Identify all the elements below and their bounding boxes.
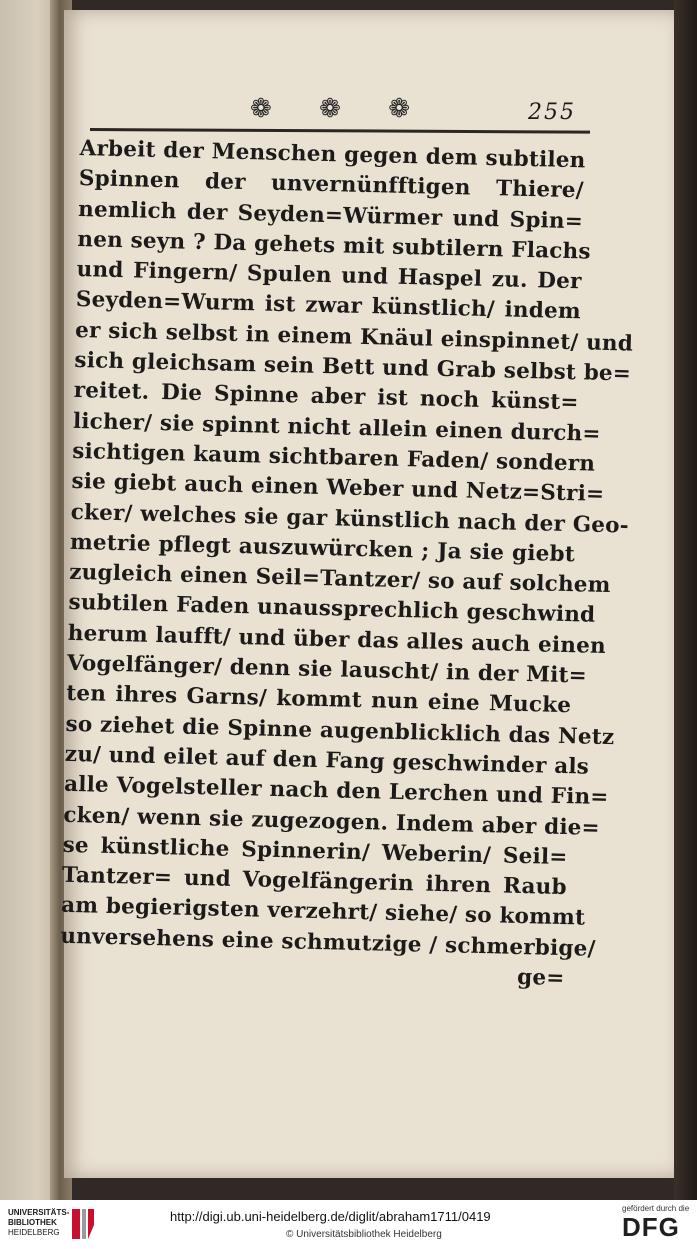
text-line: herum laufft/ und über das alles auch einen	[67, 620, 607, 659]
text-line: Arbeit der Menschen gegen dem subtilen	[79, 135, 586, 174]
logo-line: BIBLIOTHEK	[8, 1218, 57, 1227]
library-mark-icon	[70, 1207, 96, 1241]
text-line: und Fingern/ Spulen und Haspel zu. Der	[76, 257, 582, 295]
text-line: alle Vogelsteller nach den Lerchen und Fin=	[63, 772, 609, 811]
ornament-icon: ❁	[388, 94, 410, 124]
ornament-icon: ❁	[319, 94, 341, 124]
text-line: sichtigen kaum sichtbaren Faden/ sondern	[71, 438, 596, 477]
text-line: se künstliche Spinnerin/ Weberin/ Seil=	[62, 832, 568, 870]
text-line: zugleich einen Seil=Tantzer/ so auf solchem	[68, 560, 611, 599]
text-line: metrie pflegt auszuwürcken ; Ja sie giebt	[69, 529, 576, 568]
dfg-logo[interactable]	[622, 1204, 692, 1241]
ornament-row	[250, 92, 410, 126]
text-line: nen seyn ? Da gehets mit subtilern Flachs	[77, 226, 591, 265]
text-line: er sich selbst in einem Knäul einspinnet/ und	[74, 317, 634, 357]
text-line: cker/ welches sie gar künstlich nach der Geo-	[70, 499, 630, 539]
logo-line: HEIDELBERG	[8, 1228, 60, 1237]
page-number: 255	[528, 100, 576, 125]
text-line: Vogelfänger/ denn sie lauscht/ in der Mit=	[66, 650, 588, 689]
text-line: nemlich der Seyden=Würmer und Spin=	[77, 196, 584, 234]
text-line: am begierigsten verzehrt/ siehe/ so kommt	[60, 893, 586, 931]
text-line: ten ihres Garns/ kommt nun eine Mucke	[66, 681, 572, 719]
text-line: Spinnen der unvernünfftigen Thiere/	[78, 166, 585, 204]
page-fore-edge	[674, 0, 697, 1200]
text-line: so ziehet die Spinne augenblicklich das Netz	[65, 711, 615, 750]
ornament-icon: ❁	[250, 94, 272, 124]
logo-line: UNIVERSITÄTS-	[8, 1208, 70, 1217]
dfg-wordmark: DFG	[622, 1212, 680, 1242]
body-text	[59, 134, 634, 994]
permalink[interactable]: http://digi.ub.uni-heidelberg.de/diglit/abraham1711/0419	[170, 1209, 491, 1224]
text-line: Seyden=Wurm ist zwar künstlich/ indem	[75, 287, 582, 325]
text-line: sich gleichsam sein Bett und Grab selbst be=	[74, 348, 632, 387]
catchword: ge=	[516, 964, 565, 992]
copyright-notice: © Universitätsbibliothek Heidelberg	[286, 1229, 442, 1240]
text-line: sie giebt auch einen Weber und Netz=Stri=	[71, 469, 605, 508]
text-line: subtilen Faden unaussprechlich geschwind	[68, 590, 596, 629]
text-line: zu/ und eilet auf den Fang geschwinder als	[64, 741, 590, 780]
dfg-caption: gefördert durch die	[622, 1204, 690, 1213]
text-line: unversehens eine schmutzige / schmerbige/	[60, 923, 596, 962]
text-line: cken/ wenn sie zugezogen. Indem aber die=	[63, 802, 601, 841]
text-line: licher/ sie spinnt nicht allein einen durch=	[72, 408, 601, 447]
viewer-footer	[0, 1200, 697, 1249]
text-line: Tantzer= und Vogelfängerin ihren Raub	[61, 862, 568, 901]
text-line: reitet. Die Spinne aber ist noch künst=	[73, 378, 579, 416]
